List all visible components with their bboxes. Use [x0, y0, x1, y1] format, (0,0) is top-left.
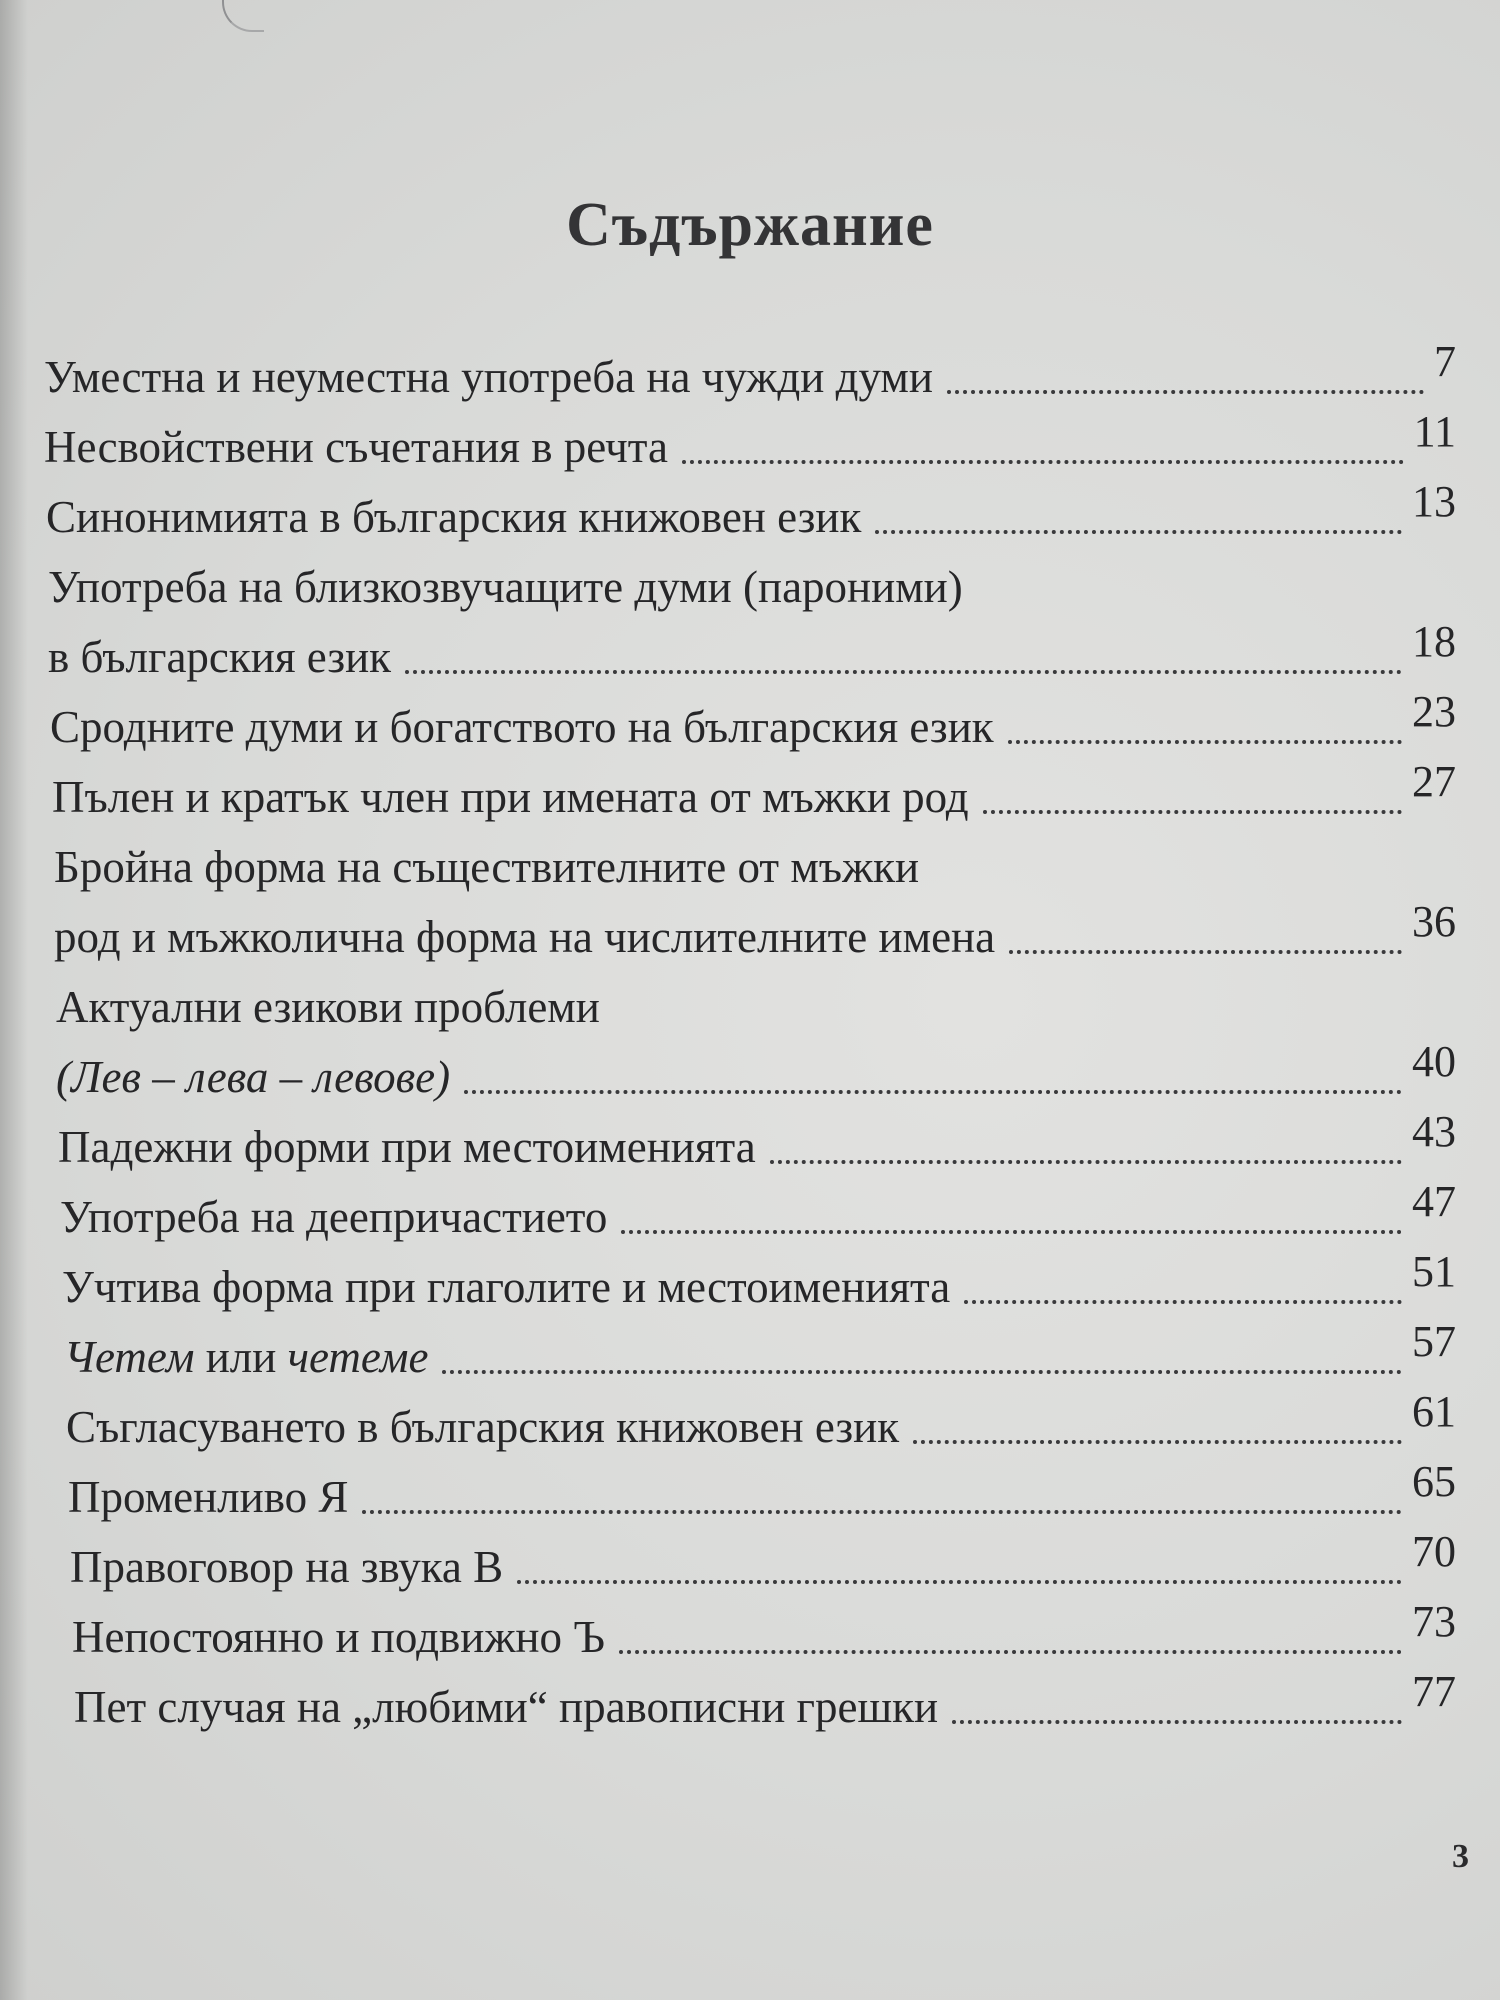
toc-entry-page: 36	[1412, 897, 1456, 946]
dot-leader	[1009, 949, 1402, 954]
toc-entry	[46, 478, 1456, 540]
dot-leader	[964, 1299, 1402, 1304]
toc-entry-title: Актуални езикови проблеми	[56, 982, 600, 1032]
toc-entry	[56, 1038, 1456, 1100]
toc-entry	[72, 1598, 1456, 1660]
toc-entry-page: 57	[1412, 1317, 1456, 1366]
dot-leader	[442, 1369, 1402, 1374]
toc-entry	[60, 1178, 1456, 1240]
dot-leader	[952, 1719, 1402, 1724]
dot-leader	[517, 1579, 1402, 1584]
dot-leader	[983, 809, 1402, 814]
toc-entry-page: 27	[1412, 757, 1456, 806]
dot-leader	[362, 1509, 1402, 1514]
toc-entry	[62, 1248, 1456, 1310]
toc-entry-page: 40	[1412, 1037, 1456, 1086]
toc-entry-title: Употреба на близкозвучащите думи (пароними)	[48, 562, 963, 612]
toc-entry-page: 13	[1412, 477, 1456, 526]
toc-entry-page: 11	[1413, 407, 1456, 456]
toc-entry	[48, 618, 1456, 680]
toc-entry-title-part: Четем	[64, 1332, 195, 1382]
toc-entry	[64, 1318, 1456, 1380]
toc-entry-title: в българския език	[48, 632, 392, 682]
dot-leader	[621, 1229, 1402, 1234]
dot-leader	[682, 459, 1404, 464]
toc-entry-title: Пет случая на „любими“ правописни грешки	[74, 1682, 939, 1732]
toc-entry	[44, 408, 1456, 470]
toc-entry-title: Правоговор на звука В	[70, 1542, 504, 1592]
toc-entry-page: 77	[1412, 1667, 1456, 1716]
toc-entry	[52, 758, 1456, 820]
toc-entry-title: Бройна форма на съществителните от мъжки	[54, 842, 920, 892]
toc-entry-title: Сродните думи и богатството на българския език	[50, 702, 994, 752]
toc-entry-title: Уместна и неуместна употреба на чужди думи	[44, 352, 933, 402]
toc-entry-first-line	[56, 968, 1456, 1030]
toc-entry-page: 73	[1412, 1597, 1456, 1646]
toc-entry-title: Несвойствени съчетания в речта	[44, 422, 668, 472]
toc-entry-title: Учтива форма при глаголите и местоименията	[62, 1262, 951, 1312]
dot-leader	[770, 1159, 1402, 1164]
toc-entry	[50, 688, 1456, 750]
toc-entry-first-line	[54, 828, 1456, 890]
toc-entry-page: 65	[1412, 1457, 1456, 1506]
toc-entry-first-line	[48, 548, 1456, 610]
toc-entry-title: Съгласуването в българския книжовен език	[66, 1402, 900, 1452]
toc-entry-title: Синонимията в българския книжовен език	[46, 492, 862, 542]
toc-entry	[70, 1528, 1456, 1590]
toc-entry-title: Падежни форми при местоименията	[58, 1122, 756, 1172]
dot-leader	[464, 1089, 1402, 1094]
dot-leader	[619, 1649, 1402, 1654]
dot-leader	[405, 669, 1402, 674]
toc-entry-page: 51	[1412, 1247, 1456, 1296]
toc-entry-title-part: четеме	[287, 1332, 429, 1382]
toc-entry	[58, 1108, 1456, 1170]
toc-entry-page: 61	[1412, 1387, 1456, 1436]
toc-entry-title: Пълен и кратък член при имената от мъжки род	[52, 772, 969, 822]
toc-entry-title: род и мъжколична форма на числителните имена	[54, 912, 996, 962]
dot-leader	[947, 389, 1424, 394]
toc-entry	[66, 1388, 1456, 1450]
toc-entry-title: (Лев – лева – левове)	[56, 1052, 451, 1102]
toc-entry-page: 70	[1412, 1527, 1456, 1576]
toc-entry	[74, 1668, 1456, 1730]
dot-leader	[1008, 739, 1402, 744]
toc-entry-title-part: или	[194, 1332, 288, 1382]
toc-entry-title: Променливо Я	[68, 1472, 349, 1522]
toc-entry	[54, 898, 1456, 960]
dot-leader	[875, 529, 1402, 534]
page-title: Съдържание	[566, 191, 934, 259]
toc-entry-page: 7	[1434, 337, 1456, 386]
toc-entry-page: 23	[1412, 687, 1456, 736]
page-number: 3	[1452, 1838, 1469, 1875]
toc-entry	[44, 338, 1456, 400]
toc-entry-title: Непостоянно и подвижно Ъ	[72, 1612, 606, 1662]
toc-entry-title: Употреба на деепричастието	[60, 1192, 608, 1242]
toc-entry-page: 18	[1412, 617, 1456, 666]
toc-entry-page: 43	[1412, 1107, 1456, 1156]
dot-leader	[913, 1439, 1402, 1444]
toc-entry	[68, 1458, 1456, 1520]
toc-entry-page: 47	[1412, 1177, 1456, 1226]
